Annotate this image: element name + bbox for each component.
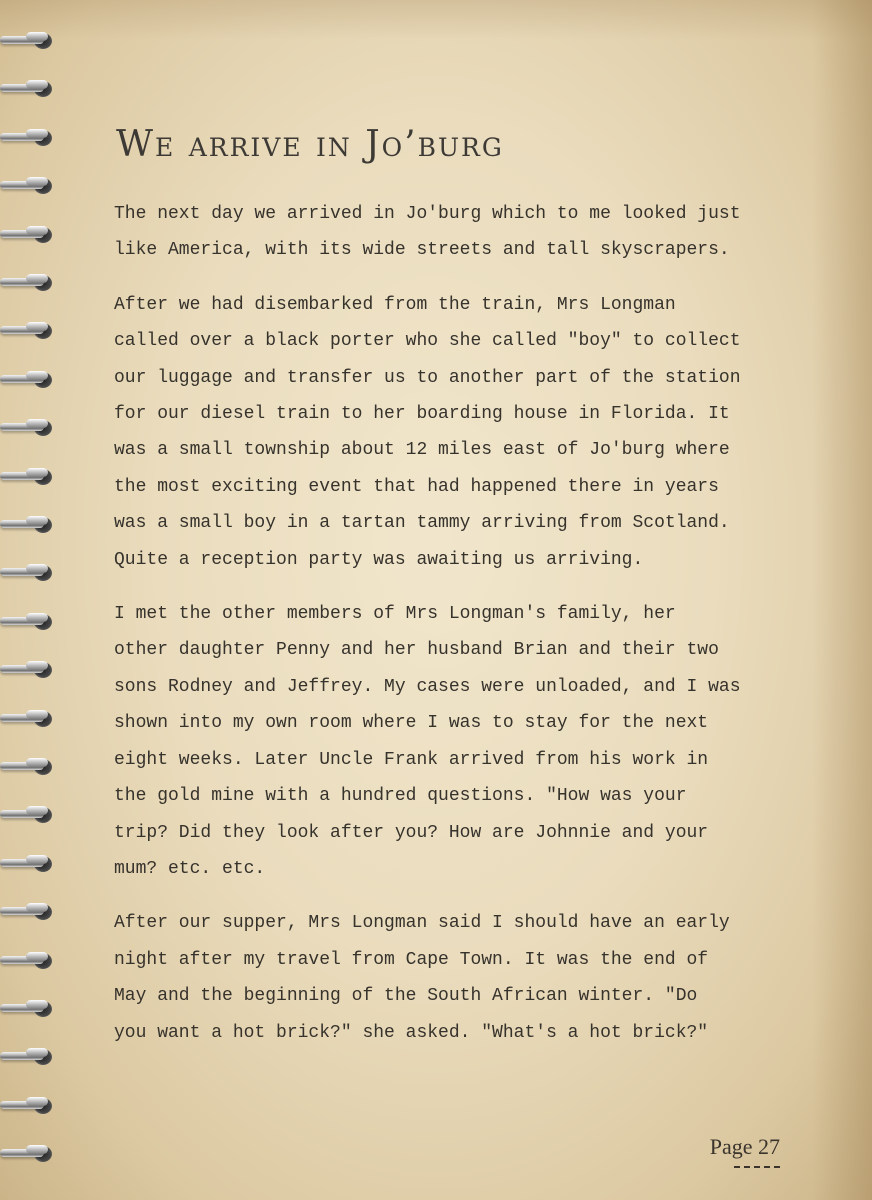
spiral-coil-icon (0, 756, 56, 778)
spiral-coil-icon (0, 901, 56, 923)
text-line: shown into my own room where I was to stay for the next (114, 713, 709, 734)
spiral-coil-icon (0, 804, 56, 826)
spiral-coil-icon (0, 175, 56, 197)
spiral-coil-icon (0, 1143, 56, 1165)
spiral-coil-icon (0, 369, 56, 391)
text-line: After our supper, Mrs Longman said I should have an early (114, 913, 730, 934)
spiral-coil-icon (0, 224, 56, 246)
text-line: called over a black porter who she called "boy" to collect (114, 331, 741, 352)
text-line: for our diesel train to her boarding house in Florida. It (114, 404, 730, 425)
spiral-coil-icon (0, 950, 56, 972)
text-line: sons Rodney and Jeffrey. My cases were unloaded, and I was (114, 676, 741, 697)
spiral-coil-icon (0, 853, 56, 875)
text-line: night after my travel from Cape Town. It was the end of (114, 949, 709, 970)
text-line: May and the beginning of the South African winter. "Do (114, 986, 698, 1007)
spiral-coil-icon (0, 708, 56, 730)
text-line: the gold mine with a hundred questions. "How was your (114, 786, 687, 807)
spiral-coil-icon (0, 320, 56, 342)
paragraph-4 (114, 905, 804, 1051)
page-number-rule (734, 1166, 780, 1168)
spiral-coil-icon (0, 562, 56, 584)
text-line: Quite a reception party was awaiting us arriving. (114, 549, 644, 570)
paragraph-2 (114, 287, 804, 578)
text-line: the most exciting event that had happened there in years (114, 476, 719, 497)
paragraph-3 (114, 596, 804, 887)
page-title: We arrive in Jo’burg (116, 124, 504, 165)
paragraph-1 (114, 196, 804, 269)
spiral-coil-icon (0, 1046, 56, 1068)
spiral-coil-icon (0, 127, 56, 149)
spiral-coil-icon (0, 998, 56, 1020)
text-line: eight weeks. Later Uncle Frank arrived from his work in (114, 749, 709, 770)
text-line: other daughter Penny and her husband Brian and their two (114, 640, 719, 661)
text-line: like America, with its wide streets and tall skyscrapers. (114, 240, 730, 261)
spiral-coil-icon (0, 514, 56, 536)
text-line: you want a hot brick?" she asked. "What's a hot brick?" (114, 1022, 709, 1043)
spiral-coil-icon (0, 78, 56, 100)
text-line: The next day we arrived in Jo'burg which to me looked just (114, 204, 741, 224)
text-line: trip? Did they look after you? How are Johnnie and your (114, 822, 709, 843)
text-line: was a small township about 12 miles east of Jo'burg where (114, 440, 730, 461)
text-line: mum? etc. etc. (114, 858, 266, 879)
page-number: Page 27 (709, 1134, 780, 1159)
text-line: After we had disembarked from the train, Mrs Longman (114, 294, 676, 315)
text-line: was a small boy in a tartan tammy arriving from Scotland. (114, 513, 730, 534)
text-line: I met the other members of Mrs Longman's family, her (114, 604, 676, 625)
spiral-coil-icon (0, 659, 56, 681)
spiral-binding-icon (0, 0, 60, 1200)
text-line: our luggage and transfer us to another part of the station (114, 367, 741, 388)
story-text (114, 196, 804, 1069)
spiral-coil-icon (0, 1095, 56, 1117)
spiral-coil-icon (0, 417, 56, 439)
spiral-coil-icon (0, 272, 56, 294)
spiral-coil-icon (0, 466, 56, 488)
spiral-coil-icon (0, 30, 56, 52)
spiral-coil-icon (0, 611, 56, 633)
